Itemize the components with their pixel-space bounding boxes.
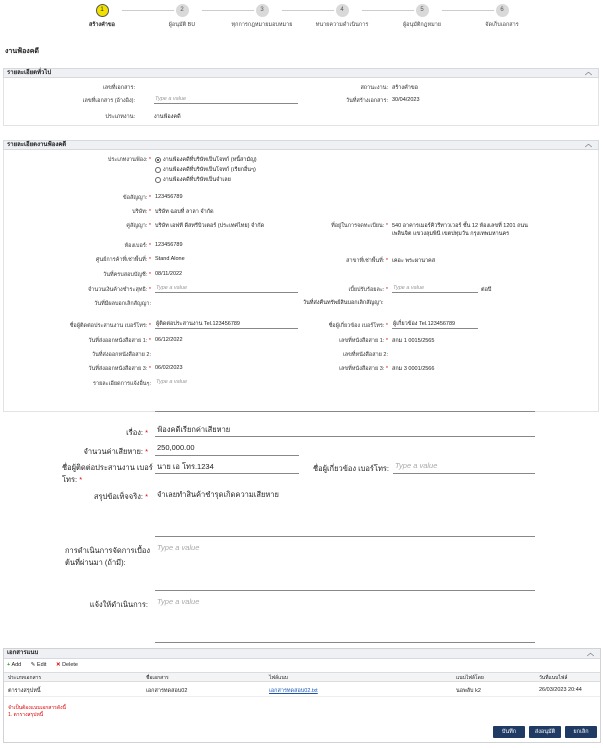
branch-label: สาขาที่เช่าพื้นที่: * — [346, 258, 388, 264]
return-date-label: วันที่ส่งคืนทรัพย์สินบอกเลิกสัญญา: — [303, 300, 384, 306]
notice1-date-value: 06/12/2022 — [155, 337, 183, 343]
summary-label: สรุปข้อเท็จจริง: * — [93, 492, 148, 501]
contact2-label: ชื่อผู้เกี่ยวข้อง เบอร์โทร: * — [328, 323, 388, 329]
notice2-date-label: วันที่ส่งออกหนังสือสาย 2: — [92, 352, 151, 358]
related-input[interactable]: Type a value — [393, 461, 535, 474]
step-number: 1 — [96, 4, 109, 17]
contract-code-label: ห้องเบอร์: * — [124, 243, 151, 249]
uploaded-date-cell: 26/03/2023 20:44 — [539, 687, 582, 693]
step-lawyer — [302, 4, 382, 29]
attachments-header[interactable] — [4, 649, 600, 659]
notify-label: แจ้งให้ดำเนินการ: — [89, 600, 148, 609]
chevron-up-icon[interactable]: ︿ — [585, 141, 592, 148]
section-title: รายละเอียดงานฟ้องคดี — [7, 142, 67, 148]
address-label: ที่อยู่ในการจดทะเบียน: * — [331, 223, 388, 229]
step-archive — [462, 4, 542, 29]
step-bu-approver — [142, 4, 222, 29]
step-number: 2 — [176, 4, 189, 17]
counterparty-label: คู่สัญญา: * — [126, 223, 151, 229]
required-docs-error: จำเป็นต้องแนบเอกสารดังนี้ — [8, 705, 66, 711]
doc-type-cell: ตารางสรุปหนี้ — [8, 688, 41, 694]
contract-no-value: 123456789 — [155, 194, 183, 200]
notice1-date-label: วันที่ส่งออกหนังสือสาย 1: * — [88, 338, 151, 344]
address-value-line-2: เพลินจิต แขวงลุมพินี เขตปทุมวัน กรุงเทพมหานคร — [392, 231, 510, 237]
chevron-up-icon[interactable]: ︿ — [585, 69, 592, 76]
subject-label: เรื่อง: * — [126, 428, 148, 437]
branch-value: เคอะ พระผานาคส — [392, 258, 436, 264]
radio[interactable] — [155, 177, 161, 183]
step-label: ทนายความดำเนินการ — [315, 22, 369, 28]
amount-label: จำนวนค่าเสียหาย: * — [83, 447, 148, 456]
notice1-no-label: เลขที่หนังสือสาย 1: * — [339, 338, 388, 344]
company-value: บริษัท ฉอบที่ ลาลา จำกัด — [155, 209, 214, 215]
section-title: รายละเอียดทั่วไป — [7, 70, 52, 76]
interest-unit: ต่อปี — [481, 287, 492, 293]
step-label: จัดเก็บเอกสาร — [485, 22, 519, 28]
category-label: ประเภทงานฟ้อง: * — [107, 157, 151, 163]
counterparty-value: บริษัท เอฟที ดีสทรีบิวเตอร์ (ประเทศไทย) จำกัด — [155, 223, 265, 229]
attachments-table-header — [4, 672, 600, 682]
column-header[interactable]: ชื่อเอกสาร — [146, 675, 169, 681]
notice3-no-label: เลขที่หนังสือสาย 3: * — [339, 366, 388, 372]
step-legal-approver — [382, 4, 462, 29]
other-textarea[interactable]: Type a value — [155, 378, 535, 412]
required-docs-item: 1. ตารางสรุปหนี้ — [8, 712, 44, 718]
status-label: สถานะงาน: — [360, 85, 388, 91]
product-value: Stand Alone — [155, 256, 185, 262]
coordinator-input[interactable]: นาย เอ โทร.1234 — [155, 461, 299, 474]
interest-label: เบี้ยปรับร้อยละ: * — [348, 287, 388, 293]
step-label: ผู้อนุมัติกฎหมาย — [402, 22, 442, 28]
notice3-date-label: วันที่ส่งออกหนังสือสาย 3: * — [88, 366, 151, 372]
category-option-2[interactable]: งานฟ้องคดีที่บริษัทเป็นโจทก์ (เรียกอื่นๆ) — [155, 166, 256, 174]
summary-textarea[interactable]: จำเลยทำสินค้าชำรุดเกิดความเสียหาย — [155, 489, 535, 537]
notice1-no-value: สกม 1 0015/2565 — [392, 338, 435, 344]
plus-icon: + — [7, 662, 11, 668]
step-number: 4 — [336, 4, 349, 17]
close-icon: ✕ — [55, 662, 61, 668]
contact2-input[interactable]: ผู้เกี่ยวข้อง Tel.123456789 — [392, 320, 478, 329]
type-value: งานฟ้องคดี — [154, 114, 181, 120]
category-option-3[interactable]: งานฟ้องคดีที่บริษัทเป็นจำเลย — [155, 176, 231, 184]
amount-input[interactable]: 250,000.00 — [155, 443, 299, 456]
radio[interactable] — [155, 167, 161, 173]
doc-no-label: เลขที่เอกสาร: — [102, 85, 135, 91]
notice2-no-label: เลขที่หนังสือสาย 2: — [342, 352, 388, 358]
table-row[interactable] — [4, 685, 600, 697]
step-label: ทุกการกฎหมายมอบหมาย — [231, 22, 293, 28]
created-date-label: วันที่สร้างเอกสาร: — [346, 98, 388, 104]
add-button[interactable]: + Add — [7, 662, 22, 668]
step-create-request — [62, 4, 142, 29]
related-label: ชื่อผู้เกี่ยวข้อง เบอร์โทร: — [313, 464, 390, 473]
notify-textarea[interactable]: Type a value — [155, 597, 535, 643]
step-number: 3 — [256, 4, 269, 17]
step-legal-assign — [222, 4, 302, 29]
start-date-label: วันที่ครบสอบบัญชี: * — [103, 272, 151, 278]
attachments-toolbar — [4, 659, 600, 671]
contact-input[interactable]: ผู้ติดต่อประสานงาน Tel.123456789 — [155, 320, 298, 329]
interest-input[interactable]: Type a value — [392, 284, 478, 293]
contract-code-value: 123456789 — [155, 242, 183, 248]
submit-approval-button[interactable]: ส่งอนุมัติ — [529, 726, 561, 738]
step-number: 6 — [496, 4, 509, 17]
ref-no-input[interactable]: Type a value — [154, 95, 298, 104]
cancel-button[interactable]: ยกเลิก — [565, 726, 597, 738]
column-header[interactable]: ประเภทเอกสาร — [8, 675, 42, 681]
coordinator-label: ชื่อผู้ติดต่อประสานงาน เบอร์โทร: * — [62, 463, 153, 484]
notice3-date-value: 06/02/2023 — [155, 365, 183, 371]
deposit-label: จำนวนเงินค้างชำระสุทธิ: * — [88, 287, 151, 293]
contract-no-label: ข้อสัญญา: * — [122, 195, 151, 201]
deposit-input[interactable]: Type a value — [155, 284, 298, 293]
past-actions-textarea[interactable]: Type a value — [155, 543, 535, 591]
radio-selected[interactable] — [155, 157, 161, 163]
ref-no-label: เลขที่เอกสาร (อ้างอิง): — [82, 98, 135, 104]
attachment-link[interactable]: เอกสารทดสอบ02.txt — [269, 688, 318, 694]
doc-name-cell: เอกสารทดสอบ02 — [146, 688, 188, 694]
general-section-header[interactable] — [3, 68, 599, 78]
chevron-up-icon[interactable]: ︿ — [587, 650, 594, 657]
status-value: สร้างคำขอ — [392, 85, 418, 91]
step-number: 5 — [416, 4, 429, 17]
pencil-icon: ✎ — [30, 662, 36, 668]
product-label: ศูนย์การค้าที่เช่าพื้นที่: * — [95, 257, 151, 263]
notice3-no-value: สกม 3 0001/2566 — [392, 366, 435, 372]
step-label: ผู้อนุมัติ BU — [168, 22, 196, 28]
column-header[interactable]: ไฟล์แนบ — [269, 675, 288, 681]
created-date-value: 30/04/2023 — [392, 97, 420, 103]
address-value-line-1: 540 อาคารเมอร์คิวรีทาวเวอร์ ชั้น 12 ห้องเลขที่ 1201 ถนน — [392, 223, 528, 229]
subject-input[interactable]: ฟ้องคดีเรียกค่าเสียหาย — [155, 424, 535, 437]
save-button[interactable]: บันทึก — [493, 726, 525, 738]
company-label: บริษัท: * — [132, 209, 151, 215]
attachments-title: เอกสารแนบ — [7, 650, 39, 656]
other-label: รายละเอียดการแจ้งอื่นๆ: — [93, 381, 151, 387]
column-header[interactable]: แนบไฟล์โดย — [456, 675, 484, 681]
contact-label: ชื่อผู้ติดต่อประสานงาน เบอร์โทร: * — [69, 323, 151, 329]
uploaded-by-cell: นอพลับ k2 — [456, 688, 481, 694]
start-date-value: 08/11/2022 — [155, 271, 183, 277]
page-title: งานฟ้องคดี — [5, 48, 39, 55]
notice-date-label: วันที่มีผลบอกเลิกสัญญา: — [94, 301, 151, 307]
category-option-1[interactable]: งานฟ้องคดีที่บริษัทเป็นโจทก์ (หนี้สามัญ) — [155, 156, 257, 164]
column-header[interactable]: วันที่แนบไฟล์ — [539, 675, 568, 681]
step-label: สร้างคำขอ — [89, 22, 115, 28]
type-label: ประเภทงาน: — [105, 114, 135, 120]
past-actions-label: การดำเนินการจัดการเบื้องต้นที่ผ่านมา (ถ้ามี): — [65, 546, 150, 567]
progress-stepper — [60, 4, 540, 34]
delete-button[interactable]: ✕ Delete — [55, 662, 78, 668]
edit-button[interactable]: ✎ Edit — [30, 662, 47, 668]
case-section-header[interactable] — [3, 140, 599, 150]
